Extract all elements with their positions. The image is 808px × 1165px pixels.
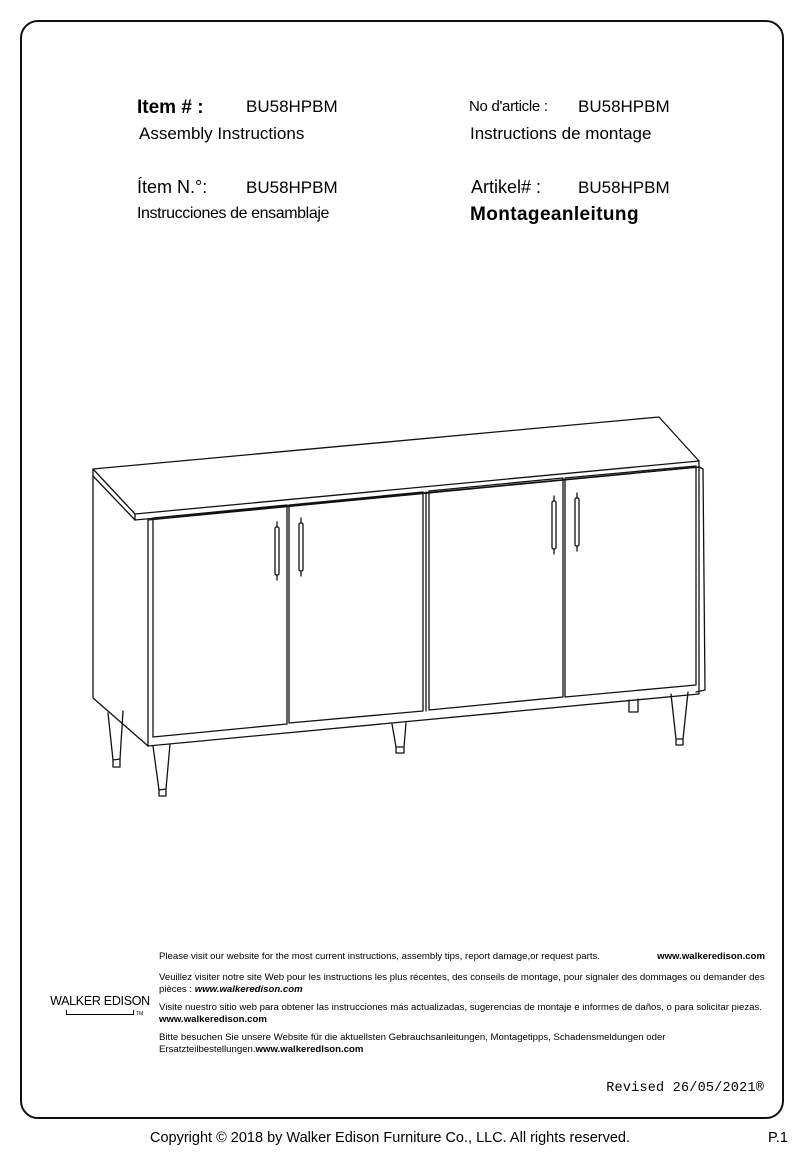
- title-es: Instrucciones de ensamblaje: [137, 205, 329, 222]
- revision-date: [606, 1081, 764, 1096]
- item-label-en: Item # :: [137, 97, 204, 118]
- handle-1: [275, 522, 279, 580]
- note-en: [159, 951, 765, 963]
- note-fr-text: Veuillez visiter notre site Web pour les instructions les plus récentes, des conseils de montage, pour signaler des dommages ou demander des pièces :: [159, 972, 765, 995]
- walker-edison-logo: [50, 985, 150, 1023]
- note-fr-url[interactable]: www.walkeredison.com: [194, 984, 303, 995]
- note-de-url[interactable]: www.walkeredlson.com: [255, 1044, 364, 1055]
- copyright: Copyright © 2018 by Walker Edison Furniture Co., LLC. All rights reserved.: [150, 1130, 630, 1146]
- door-4: [565, 466, 696, 697]
- website-notes: [159, 951, 765, 1062]
- note-es: [159, 1002, 765, 1026]
- item-label-fr: No d'article :: [469, 98, 548, 115]
- note-en-text: Please visit our website for the most current instructions, assembly tips, report damage,or request parts.: [159, 951, 600, 962]
- sideboard-drawing: [80, 410, 720, 810]
- handle-2: [299, 518, 303, 576]
- leg-front-left: [153, 744, 170, 796]
- item-number-en: BU58HPBM: [246, 97, 338, 116]
- item-number-de: BU58HPBM: [578, 178, 670, 197]
- note-de-text: Bitte besuchen Sie unsere Website für die aktuellsten Gebrauchsanleitungen, Montagetipps, Schadensmeldungen oder Ersatzteilbestellungen.: [159, 1032, 666, 1055]
- revision-text: Revised 26/05/2021: [606, 1081, 756, 1096]
- logo-bracket: [66, 1014, 134, 1015]
- logo-trademark: TM: [136, 1011, 144, 1017]
- note-en-url[interactable]: www.walkeredison.com: [657, 951, 765, 962]
- note-fr: [159, 972, 765, 996]
- title-de: Montageanleitung: [470, 204, 639, 225]
- left-side-panel: [93, 476, 148, 746]
- item-label-es: Ítem N.°:: [137, 177, 208, 197]
- item-number-es: BU58HPBM: [246, 178, 338, 197]
- item-number-fr: BU58HPBM: [578, 97, 670, 116]
- logo-text: WALKER EDISON: [50, 994, 150, 1008]
- item-label-de: Artikel# :: [471, 177, 542, 197]
- title-en: Assembly Instructions: [139, 124, 305, 143]
- door-1: [153, 505, 287, 737]
- door-3: [429, 478, 563, 710]
- registered-mark: ®: [755, 1081, 764, 1096]
- note-de: [159, 1032, 765, 1056]
- page-number: P.1: [768, 1130, 788, 1146]
- leg-middle: [392, 723, 406, 753]
- top-panel: [93, 417, 699, 514]
- note-es-url[interactable]: www.walkeredison.com: [159, 1014, 267, 1025]
- title-fr: Instructions de montage: [470, 124, 652, 143]
- note-es-text: Visite nuestro sitio web para obtener las instrucciones más actualizadas, sugerencias de montaje e informes de daños, o para solicitar piezas.: [159, 1002, 762, 1013]
- handle-3: [552, 496, 556, 554]
- handle-4: [575, 493, 579, 551]
- leg-front-right: [671, 692, 688, 745]
- door-2: [289, 492, 423, 723]
- leg-back-left: [108, 711, 123, 767]
